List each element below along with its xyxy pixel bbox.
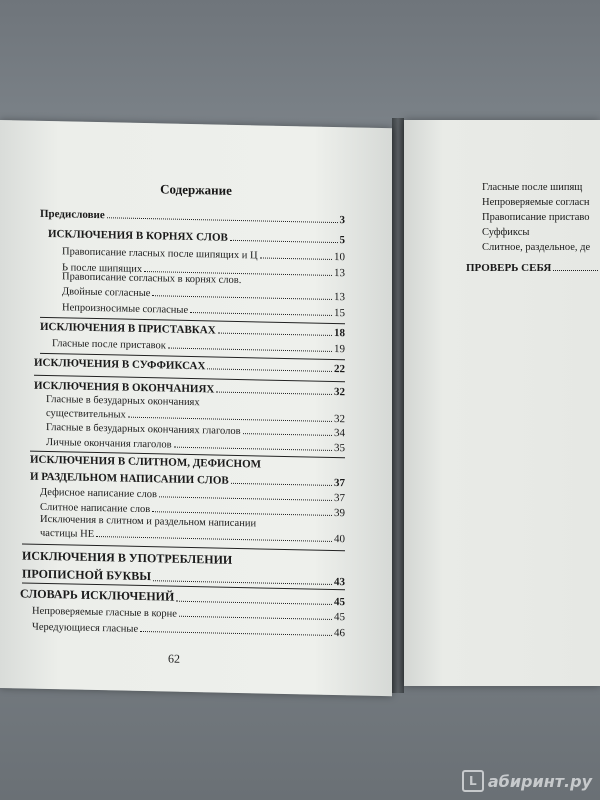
- toc-entry-line: Слитное, раздельное, де: [482, 242, 591, 253]
- left-page: [0, 120, 392, 696]
- toc-entry: Ь после шипящих 13: [62, 262, 345, 280]
- toc-title: Содержание: [160, 181, 232, 198]
- toc-section: ИСКЛЮЧЕНИЯ В КОРНЯХ СЛОВ 5: [48, 228, 345, 247]
- toc-section: ИСКЛЮЧЕНИЯ В ОКОНЧАНИЯХ 32: [34, 379, 345, 399]
- toc-section-line: ИСКЛЮЧЕНИЯ В УПОТРЕБЛЕНИИ: [22, 548, 233, 567]
- toc-entry: Гласные после приставок 19: [52, 338, 345, 356]
- toc-section: ПРОПИСНОЙ БУКВЫ 43: [22, 566, 345, 589]
- right-page: [404, 120, 600, 686]
- toc-entry: Дефисное написание слов 37: [40, 486, 345, 505]
- toc-entry-line: Гласные в безударных окончаниях: [46, 393, 200, 409]
- toc-section-line: ИСКЛЮЧЕНИЯ В СЛИТНОМ, ДЕФИСНОМ: [30, 453, 262, 471]
- toc-entry: Личные окончания глаголов 35: [46, 436, 345, 455]
- watermark: [462, 770, 592, 792]
- toc-entry: существительных 32: [46, 407, 345, 426]
- toc-section: И РАЗДЕЛЬНОМ НАПИСАНИИ СЛОВ 37: [30, 470, 345, 490]
- labirint-logo-icon: L: [462, 770, 484, 792]
- toc-entry-line: Суффиксы: [482, 227, 530, 238]
- toc-entry: Слитное написание слов 39: [40, 501, 345, 520]
- toc-section: ПРОВЕРЬ СЕБЯ: [466, 262, 600, 274]
- toc-entry: частицы НЕ 40: [40, 527, 345, 546]
- toc-entry: Непроизносимые согласные 15: [62, 302, 345, 320]
- toc-entry: Гласные в безударных окончаниях глаголов 34: [46, 421, 345, 440]
- toc-entry: Правописание гласных после шипящих и Ц 10: [62, 246, 345, 264]
- toc-entry-line: Исключения в слитном и раздельном написании: [40, 513, 257, 530]
- watermark-text: абиринт.ру: [487, 771, 592, 791]
- toc-entry: Непроверяемые гласные в корне 45: [32, 605, 345, 624]
- toc-entry-line: Правописание приставо: [482, 212, 590, 223]
- toc-entry-line: Правописание согласных в корнях слов.: [62, 271, 242, 287]
- toc-entry: Двойные согласные 13: [62, 286, 345, 304]
- toc-section: ИСКЛЮЧЕНИЯ В СУФФИКСАХ 22: [34, 356, 345, 376]
- toc-entry-line: Гласные после шипящ: [482, 182, 583, 193]
- book-spine-gap: [392, 118, 404, 693]
- toc-entry-line: Непроверяемые согласн: [482, 197, 590, 208]
- toc-section: ИСКЛЮЧЕНИЯ В ПРИСТАВКАХ 18: [40, 320, 345, 340]
- page-number: 62: [168, 651, 180, 666]
- toc-entry: Чередующиеся гласные 46: [32, 621, 345, 640]
- toc-entry: Предисловие 3: [40, 207, 345, 227]
- toc-section: СЛОВАРЬ ИСКЛЮЧЕНИЙ 45: [20, 586, 345, 609]
